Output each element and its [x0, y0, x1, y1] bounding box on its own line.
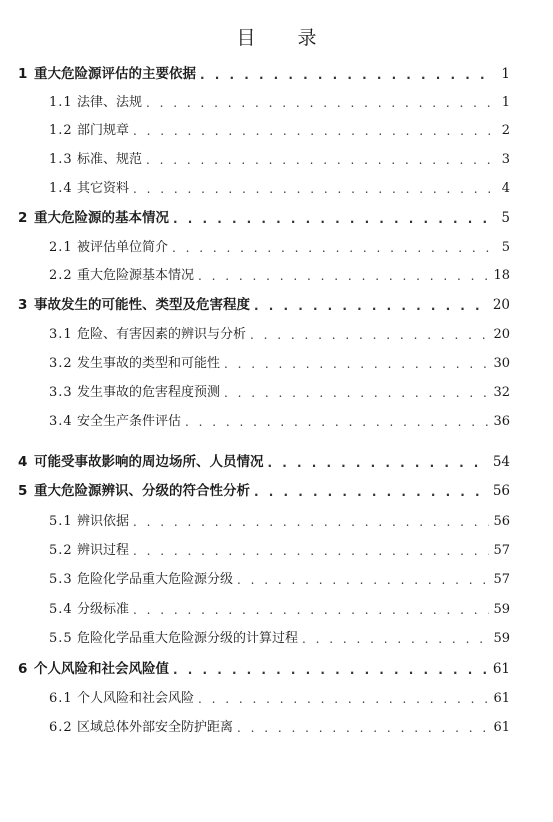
toc-section-entry[interactable]	[0, 622, 553, 646]
toc-section-entry[interactable]	[0, 563, 553, 587]
toc-page-number: 54	[492, 454, 510, 470]
toc-chapter-entry[interactable]	[0, 653, 553, 677]
toc-entry-number: 5.3	[49, 572, 73, 587]
toc-page-number: 1	[501, 66, 510, 82]
toc-entry-title: 发生事故的类型和可能性	[77, 356, 221, 371]
toc-entry-title: 重大危险源的基本情况	[34, 210, 169, 226]
toc-page-number: 20	[492, 297, 510, 313]
toc-dot-leader	[254, 485, 489, 499]
toc-section-entry[interactable]	[0, 86, 553, 110]
toc-dot-leader	[224, 386, 489, 400]
toc-dot-leader	[173, 663, 489, 677]
toc-page-number: 59	[493, 631, 510, 646]
page-title: 目 录	[236, 27, 335, 49]
toc-dot-leader	[254, 299, 489, 313]
toc-section-entry[interactable]	[0, 318, 553, 342]
toc-entry-number: 5.4	[49, 602, 73, 617]
toc-dot-leader	[133, 603, 489, 617]
toc-chapter-entry[interactable]	[0, 58, 553, 82]
toc-page-number: 59	[493, 602, 510, 617]
toc-entry-number: 6	[18, 661, 28, 677]
toc-section-entry[interactable]	[0, 376, 553, 400]
toc-entry-number: 5.1	[49, 514, 73, 529]
toc-chapter-entry[interactable]	[0, 475, 553, 499]
toc-dot-leader	[133, 544, 489, 558]
toc-section-entry[interactable]	[0, 259, 553, 283]
toc-dot-leader	[268, 456, 489, 470]
toc-entry-title: 发生事故的危害程度预测	[77, 385, 221, 400]
toc-section-entry[interactable]	[0, 405, 553, 429]
toc-entry-title: 法律、法规	[77, 95, 143, 110]
toc-page-number: 56	[493, 514, 510, 529]
toc-dot-leader	[133, 515, 489, 529]
toc-section-entry[interactable]	[0, 114, 553, 138]
toc-entry-title: 被评估单位简介	[77, 240, 169, 255]
toc-section-entry[interactable]	[0, 347, 553, 371]
toc-dot-leader	[185, 415, 489, 429]
toc-entry-title: 重大危险源辨识、分级的符合性分析	[34, 483, 250, 499]
toc-dot-leader	[237, 721, 489, 735]
toc-entry-title: 部门规章	[77, 123, 130, 138]
toc-entry-number: 1.1	[49, 95, 73, 110]
toc-dot-leader	[302, 632, 489, 646]
toc-dot-leader	[224, 357, 489, 371]
toc-page-number: 18	[493, 268, 510, 283]
toc-entry-number: 5.2	[49, 543, 73, 558]
toc-section-entry[interactable]	[0, 682, 553, 706]
toc-entry-number: 2.1	[49, 240, 73, 255]
toc-page-number: 1	[501, 95, 510, 110]
toc-entry-title: 危险化学品重大危险源分级的计算过程	[77, 631, 299, 646]
toc-entry-number: 1.4	[49, 181, 73, 196]
toc-page-number: 4	[501, 181, 510, 196]
toc-dot-leader	[237, 573, 489, 587]
toc-page-number: 61	[492, 661, 510, 677]
toc-section-entry[interactable]	[0, 534, 553, 558]
toc-entry-title: 其它资料	[77, 181, 130, 196]
toc-dot-leader	[146, 96, 492, 110]
toc-page-number: 57	[493, 543, 510, 558]
toc-entry-title: 标准、规范	[77, 152, 143, 167]
toc-section-entry[interactable]	[0, 711, 553, 735]
toc-entry-number: 3.4	[49, 414, 73, 429]
toc-dot-leader	[198, 692, 489, 706]
toc-entry-number: 6.1	[49, 691, 73, 706]
toc-dot-leader	[133, 182, 492, 196]
toc-entry-title: 危险化学品重大危险源分级	[77, 572, 234, 587]
toc-entry-title: 辨识依据	[77, 514, 130, 529]
toc-entry-title: 个人风险和社会风险值	[34, 661, 169, 677]
toc-section-entry[interactable]	[0, 593, 553, 617]
toc-section-entry[interactable]	[0, 505, 553, 529]
toc-dot-leader	[250, 328, 489, 342]
toc-entry-number: 5.5	[49, 631, 73, 646]
toc-page-number: 57	[493, 572, 510, 587]
toc-page-number: 56	[492, 483, 510, 499]
toc-entry-number: 1	[18, 66, 28, 82]
toc-chapter-entry[interactable]	[0, 202, 553, 226]
toc-page-number: 5	[501, 210, 510, 226]
toc-page-number: 61	[493, 691, 510, 706]
toc-dot-leader	[173, 212, 492, 226]
toc-dot-leader	[133, 124, 492, 138]
toc-entry-number: 6.2	[49, 720, 73, 735]
toc-entry-title: 重大危险源评估的主要依据	[34, 66, 196, 82]
toc-entry-number: 4	[18, 454, 28, 470]
toc-entry-number: 1.3	[49, 152, 73, 167]
toc-page-number: 20	[493, 327, 510, 342]
toc-chapter-entry[interactable]	[0, 289, 553, 313]
toc-entry-title: 分级标准	[77, 602, 130, 617]
toc-entry-number: 3.2	[49, 356, 73, 371]
toc-entry-number: 3.3	[49, 385, 73, 400]
toc-dot-leader	[146, 153, 492, 167]
toc-section-entry[interactable]	[0, 143, 553, 167]
toc-dot-leader	[200, 68, 492, 82]
toc-entry-title: 安全生产条件评估	[77, 414, 182, 429]
toc-page-number: 5	[501, 240, 510, 255]
toc-entry-title: 可能受事故影响的周边场所、人员情况	[34, 454, 264, 470]
toc-page-number: 32	[493, 385, 510, 400]
toc-entry-title: 事故发生的可能性、类型及危害程度	[34, 297, 250, 313]
toc-entry-number: 1.2	[49, 123, 73, 138]
toc-page-number: 61	[493, 720, 510, 735]
toc-entry-title: 重大危险源基本情况	[77, 268, 195, 283]
toc-page-number: 30	[493, 356, 510, 371]
toc-page-number: 3	[501, 152, 510, 167]
toc-entry-number: 3.1	[49, 327, 73, 342]
toc-dot-leader	[172, 241, 492, 255]
toc-section-entry[interactable]	[0, 231, 553, 255]
toc-page-number: 36	[493, 414, 510, 429]
toc-section-entry[interactable]	[0, 172, 553, 196]
toc-chapter-entry[interactable]	[0, 446, 553, 470]
toc-page-number: 2	[501, 123, 510, 138]
toc-entry-number: 5	[18, 483, 28, 499]
toc-entry-title: 个人风险和社会风险	[77, 691, 195, 706]
toc-entry-number: 2.2	[49, 268, 73, 283]
toc-entry-title: 区域总体外部安全防护距离	[77, 720, 234, 735]
toc-dot-leader	[198, 269, 489, 283]
toc-entry-number: 2	[18, 210, 28, 226]
toc-entry-title: 危险、有害因素的辨识与分析	[77, 327, 247, 342]
toc-entry-title: 辨识过程	[77, 543, 130, 558]
toc-entry-number: 3	[18, 297, 28, 313]
